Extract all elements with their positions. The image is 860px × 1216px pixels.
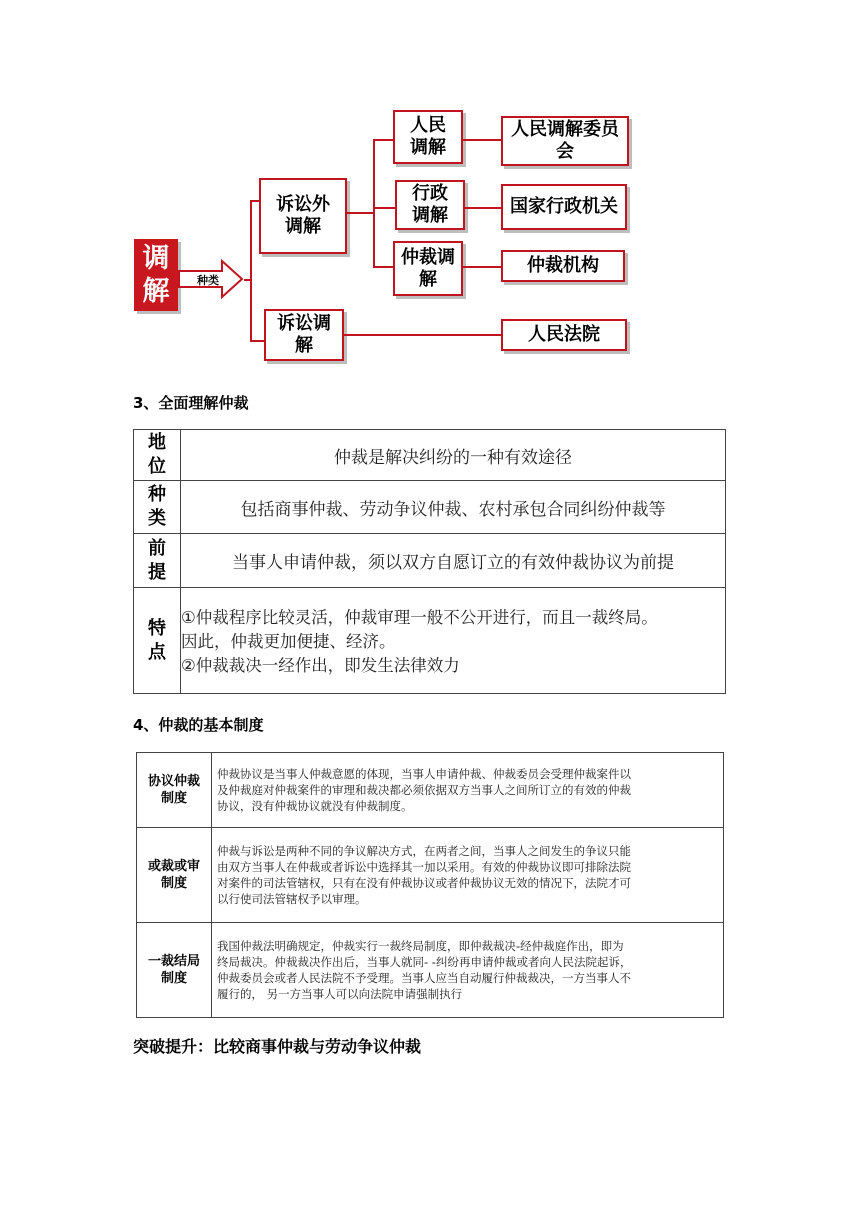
arbitration-overview-table <box>133 429 726 694</box>
branch-out-of-court: 诉讼外 调解 <box>259 178 347 254</box>
row-label: 协议仲裁 制度 <box>137 753 212 828</box>
row-label: 前 提 <box>134 534 181 588</box>
target-peoples-court: 人民法院 <box>501 319 627 351</box>
table-row <box>134 588 726 694</box>
sub-administrative-mediation: 行政 调解 <box>395 180 465 230</box>
row-label: 地 位 <box>134 430 181 481</box>
target-arbitration-institution: 仲裁机构 <box>501 250 625 282</box>
target-people-mediation-committee: 人民调解委员 会 <box>501 116 629 166</box>
table-row <box>134 481 726 534</box>
table-row <box>137 923 724 1018</box>
table-row <box>137 753 724 828</box>
row-label: 或裁或审 制度 <box>137 828 212 923</box>
target-administrative-organs: 国家行政机关 <box>501 184 627 230</box>
row-content: 仲裁是解决纠纷的一种有效途径 <box>181 430 726 481</box>
table-row <box>134 534 726 588</box>
diagram-root: 调解 <box>134 239 178 311</box>
arbitration-system-table <box>136 752 724 1018</box>
row-content: 当事人申请仲裁，须以双方自愿订立的有效仲裁协议为前提 <box>181 534 726 588</box>
section4-heading: 4、仲裁的基本制度 <box>133 716 264 734</box>
table-row <box>137 828 724 923</box>
row-content: 仲裁协议是当事人仲裁意愿的体现，当事人申请仲裁、仲裁委员会受理仲裁案件以 及仲裁庭对仲裁案件的审理和裁决都必须依据双方当事人之间所订立的有效的仲裁 协议，没有仲裁协议就没有仲裁制度。 <box>212 753 724 828</box>
row-content: 包括商事仲裁、劳动争议仲裁、农村承包合同纠纷仲裁等 <box>181 481 726 534</box>
sub-arbitration-mediation: 仲裁调 解 <box>393 241 463 296</box>
sub-people-mediation: 人民 调解 <box>393 110 463 164</box>
row-content: 我国仲裁法明确规定，仲裁实行一裁终局制度，即仲裁裁决-经仲裁庭作出，即为 终局裁决。仲裁裁决作出后，当事人就同- -纠纷再申请仲裁或者向人民法院起诉， 仲裁委员会或者人民法院不予受理。当事人应当自动履行仲裁裁决，一方当事人不 履行的， 另一方当事人可以向法院申请强制执行 <box>212 923 724 1018</box>
row-label: 种 类 <box>134 481 181 534</box>
row-label: 一裁结局 制度 <box>137 923 212 1018</box>
row-content: 仲裁与诉讼是两种不同的争议解决方式，在两者之间，当事人之间发生的争议只能 由双方当事人在仲裁或者诉讼中选择其一加以采用。有效的仲裁协议即可排除法院 对案件的司法管辖权，只有在没有仲裁协议或者仲裁协议无效的情况下，法院才可 以行使司法管辖权予以审理。 <box>212 828 724 923</box>
section3-heading: 3、全面理解仲裁 <box>133 394 249 412</box>
arrow-label: 种类 <box>197 274 219 287</box>
footer-heading: 突破提升：比较商事仲裁与劳动争议仲裁 <box>133 1037 422 1056</box>
table-row <box>134 430 726 481</box>
branch-litigation-mediation: 诉讼调 解 <box>264 309 344 361</box>
row-content: ①仲裁程序比较灵活，仲裁审理一般不公开进行，而且一裁终局。 因此，仲裁更加便捷、经济。 ②仲裁裁决一经作出，即发生法律效力 <box>181 588 726 694</box>
row-label: 特 点 <box>134 588 181 694</box>
mediation-types-diagram <box>0 0 860 380</box>
